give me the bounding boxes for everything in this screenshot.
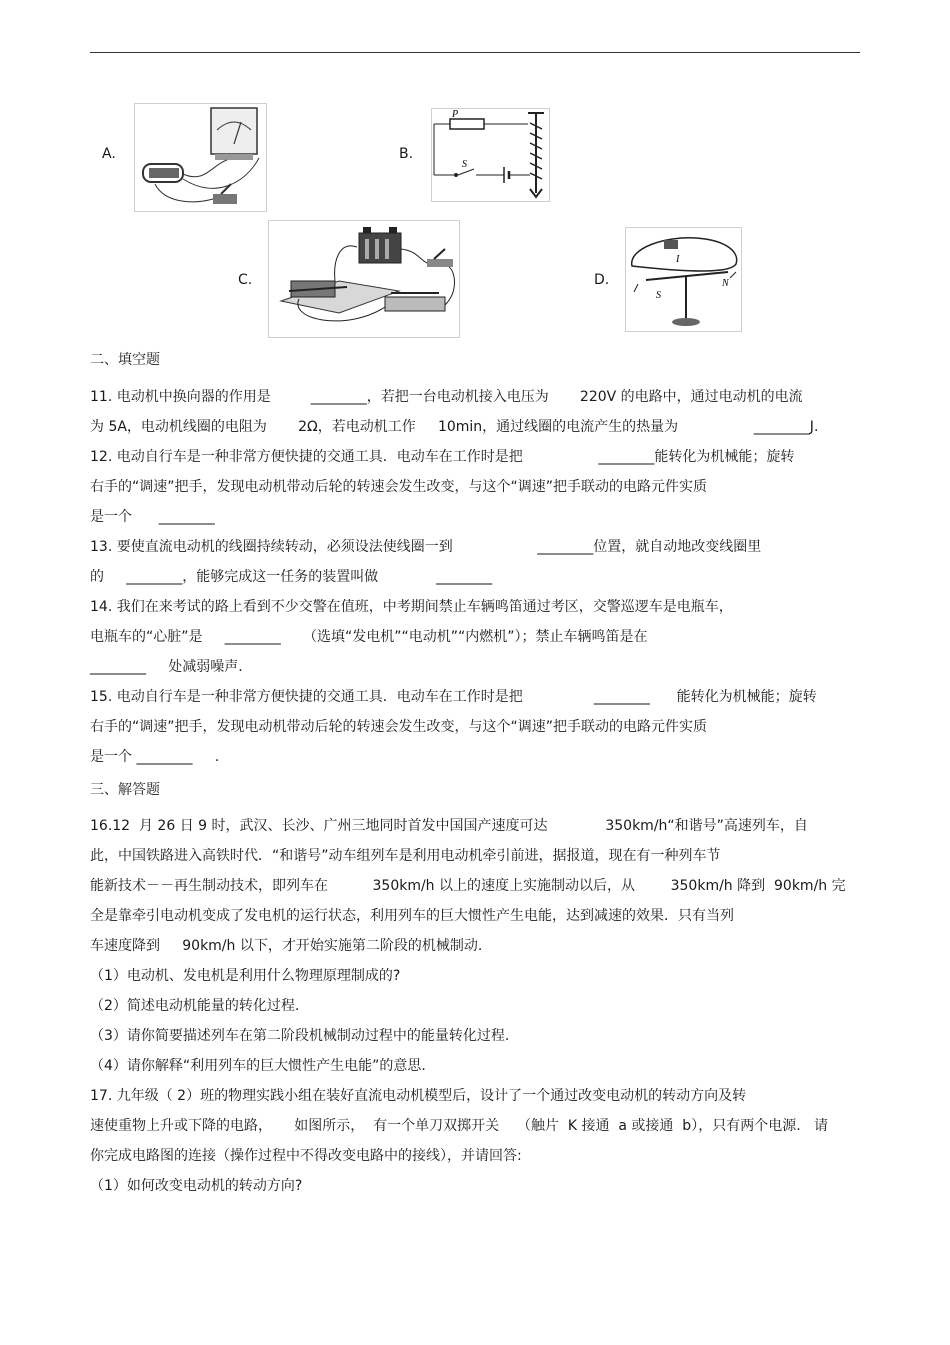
header-rule	[90, 52, 860, 53]
q16-line-1: 16.12 月 26 日 9 时，武汉、长沙、广州三地同时首发中国国产速度可达 350km/h“和谐号”高速列车，自	[90, 818, 808, 834]
option-d-label: D.	[594, 272, 610, 288]
section-answer-heading: 三、解答题	[90, 782, 160, 798]
q16-line-2: 此，中国铁路进入高铁时代．“和谐号”动车组列车是利用电动机牵引前进，据报道，现在有一种列车节	[90, 848, 721, 864]
q13-line-2: 的 ________，能够完成这一任务的装置叫做 ________	[90, 569, 493, 585]
figure-d-n-text: N	[722, 278, 729, 289]
q16-sub-3: （3）请你简要描述列车在第二阶段机械制动过程中的能量转化过程.	[90, 1028, 510, 1044]
option-a-label: A.	[102, 146, 116, 162]
q15-line-2: 右手的“调速”把手，发现电动机带动后轮的转速会发生改变，与这个“调速”把手联动的电路元件实质	[90, 719, 708, 735]
figure-b-p-text: P	[452, 109, 459, 120]
figure-b-s-text: S	[462, 159, 467, 170]
figure-d-s-text: S	[656, 290, 661, 301]
q16-line-5: 车速度降到 90km/h 以下，才开始实施第二阶段的机械制动.	[90, 938, 483, 954]
q15-line-1: 15. 电动自行车是一种非常方便快捷的交通工具．电动车在工作时是把 ________ 能转化为机械能；旋转	[90, 689, 817, 705]
q12-line-2: 右手的“调速”把手，发现电动机带动后轮的转速会发生改变，与这个“调速”把手联动的电路元件实质	[90, 479, 708, 495]
q14-line-2: 电瓶车的“心脏”是 ________ （选填“发电机”“电动机”“内燃机”）；禁止车辆鸣笛是在	[90, 629, 648, 645]
q17-line-3: 你完成电路图的连接（操作过程中不得改变电路中的接线），并请回答:	[90, 1148, 522, 1164]
q16-line-4: 全是靠牵引电动机变成了发电机的运行状态，利用列车的巨大惯性产生电能，达到减速的效果．只有当列	[90, 908, 734, 924]
q16-sub-2: （2）简述电动机能量的转化过程.	[90, 998, 300, 1014]
q17-sub-1: （1）如何改变电动机的转动方向?	[90, 1178, 303, 1194]
q13-line-1: 13. 要使直流电动机的线圈持续转动，必须设法使线圈一到 ________位置，就自动地改变线圈里	[90, 539, 762, 555]
q16-line-3: 能新技术－－再生制动技术，即列车在 350km/h 以上的速度上实施制动以后，从 350km/h 降到 90km/h 完	[90, 878, 846, 894]
q14-line-3: ________ 处减弱噪声.	[90, 659, 243, 675]
option-c-label: C.	[238, 272, 253, 288]
q15-line-3: 是一个 ________ .	[90, 749, 220, 765]
section-fill-in-heading: 二、填空题	[90, 352, 160, 368]
q16-sub-1: （1）电动机、发电机是利用什么物理原理制成的?	[90, 968, 401, 984]
figure-d-image	[625, 227, 742, 332]
option-b-label: B.	[399, 146, 414, 162]
q11-line-2: 为 5A，电动机线圈的电阻为 2Ω，若电动机工作 10min，通过线圈的电流产生的热量为 ________J.	[90, 419, 819, 435]
q12-line-3: 是一个 ________	[90, 509, 215, 525]
figure-a-image	[134, 103, 267, 212]
q17-line-2: 速使重物上升或下降的电路， 如图所示， 有一个单刀双掷开关 （触片 K 接通 a 或接通 b），只有两个电源. 请	[90, 1118, 828, 1134]
q12-line-1: 12. 电动自行车是一种非常方便快捷的交通工具．电动车在工作时是把 ________能转化为机械能；旋转	[90, 449, 795, 465]
figure-b-image	[431, 108, 550, 202]
figure-c-image	[268, 220, 460, 338]
q16-sub-4: （4）请你解释“利用列车的巨大惯性产生电能”的意思.	[90, 1058, 426, 1074]
q17-line-1: 17. 九年级（ 2）班的物理实践小组在装好直流电动机模型后，设计了一个通过改变电动机的转动方向及转	[90, 1088, 747, 1104]
q14-line-1: 14. 我们在来考试的路上看到不少交警在值班，中考期间禁止车辆鸣笛通过考区，交警巡逻车是电瓶车，	[90, 599, 733, 615]
figure-d-i-text: I	[676, 254, 680, 265]
q11-line-1: 11. 电动机中换向器的作用是 ________，若把一台电动机接入电压为 220V 的电路中，通过电动机的电流	[90, 389, 803, 405]
